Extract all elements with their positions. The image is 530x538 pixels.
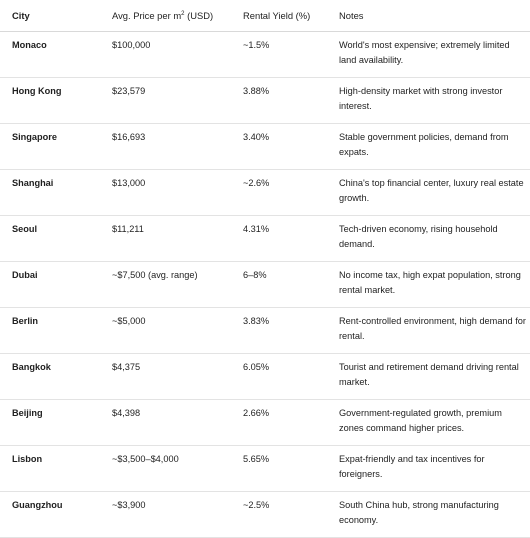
table-row <box>0 216 530 262</box>
cell-price: ~$5,000 <box>100 308 231 354</box>
cell-notes: High-density market with strong investor interest. <box>327 78 530 124</box>
cell-yield: 3.40% <box>231 124 327 170</box>
cell-price: $4,375 <box>100 354 231 400</box>
cell-city: Monaco <box>0 32 100 78</box>
cell-yield: 6.05% <box>231 354 327 400</box>
cell-city: Shanghai <box>0 170 100 216</box>
cell-notes: Rent-controlled environment, high demand for rental. <box>327 308 530 354</box>
table-body <box>0 32 530 538</box>
cell-price: $13,000 <box>100 170 231 216</box>
cell-notes: China's top financial center, luxury real estate growth. <box>327 170 530 216</box>
cell-city: Dubai <box>0 262 100 308</box>
table-row <box>0 400 530 446</box>
cell-city: Bangkok <box>0 354 100 400</box>
cell-notes: World's most expensive; extremely limited land availability. <box>327 32 530 78</box>
cell-notes: Stable government policies, demand from expats. <box>327 124 530 170</box>
cell-city: Seoul <box>0 216 100 262</box>
column-header-yield[interactable]: Rental Yield (%) <box>231 0 327 32</box>
cell-yield: 3.88% <box>231 78 327 124</box>
cell-price: $4,398 <box>100 400 231 446</box>
table-row <box>0 446 530 492</box>
cell-price: $16,693 <box>100 124 231 170</box>
cell-city: Berlin <box>0 308 100 354</box>
cell-price: $23,579 <box>100 78 231 124</box>
cell-yield: ~1.5% <box>231 32 327 78</box>
table-row <box>0 262 530 308</box>
cell-notes: South China hub, strong manufacturing economy. <box>327 492 530 538</box>
table-row <box>0 308 530 354</box>
table-row <box>0 124 530 170</box>
table-row <box>0 492 530 538</box>
cell-yield: 5.65% <box>231 446 327 492</box>
table-row <box>0 354 530 400</box>
cell-yield: ~2.6% <box>231 170 327 216</box>
cell-price: $100,000 <box>100 32 231 78</box>
cell-yield: ~2.5% <box>231 492 327 538</box>
cell-city: Singapore <box>0 124 100 170</box>
cell-notes: Expat-friendly and tax incentives for foreigners. <box>327 446 530 492</box>
cell-city: Hong Kong <box>0 78 100 124</box>
cell-price: $11,211 <box>100 216 231 262</box>
cell-yield: 6–8% <box>231 262 327 308</box>
cell-city: Beijing <box>0 400 100 446</box>
table-row <box>0 32 530 78</box>
cell-notes: No income tax, high expat population, strong rental market. <box>327 262 530 308</box>
column-header-price-superscript: 2 <box>181 10 185 17</box>
cell-notes: Government-regulated growth, premium zones command higher prices. <box>327 400 530 446</box>
cell-price: ~$3,900 <box>100 492 231 538</box>
table-row <box>0 170 530 216</box>
table-header <box>0 0 530 32</box>
cell-yield: 2.66% <box>231 400 327 446</box>
cell-yield: 4.31% <box>231 216 327 262</box>
column-header-notes[interactable]: Notes <box>327 0 530 32</box>
cell-city: Lisbon <box>0 446 100 492</box>
column-header-price[interactable] <box>100 0 231 32</box>
column-header-price-unit: (USD) <box>184 10 214 21</box>
table-row <box>0 78 530 124</box>
cell-city: Guangzhou <box>0 492 100 538</box>
cell-price: ~$3,500–$4,000 <box>100 446 231 492</box>
column-header-city[interactable]: City <box>0 0 100 32</box>
cell-yield: 3.83% <box>231 308 327 354</box>
header-row <box>0 0 530 32</box>
column-header-price-label: Avg. Price per m <box>112 10 182 21</box>
cell-price: ~$7,500 (avg. range) <box>100 262 231 308</box>
cell-notes: Tourist and retirement demand driving rental market. <box>327 354 530 400</box>
cell-notes: Tech-driven economy, rising household demand. <box>327 216 530 262</box>
